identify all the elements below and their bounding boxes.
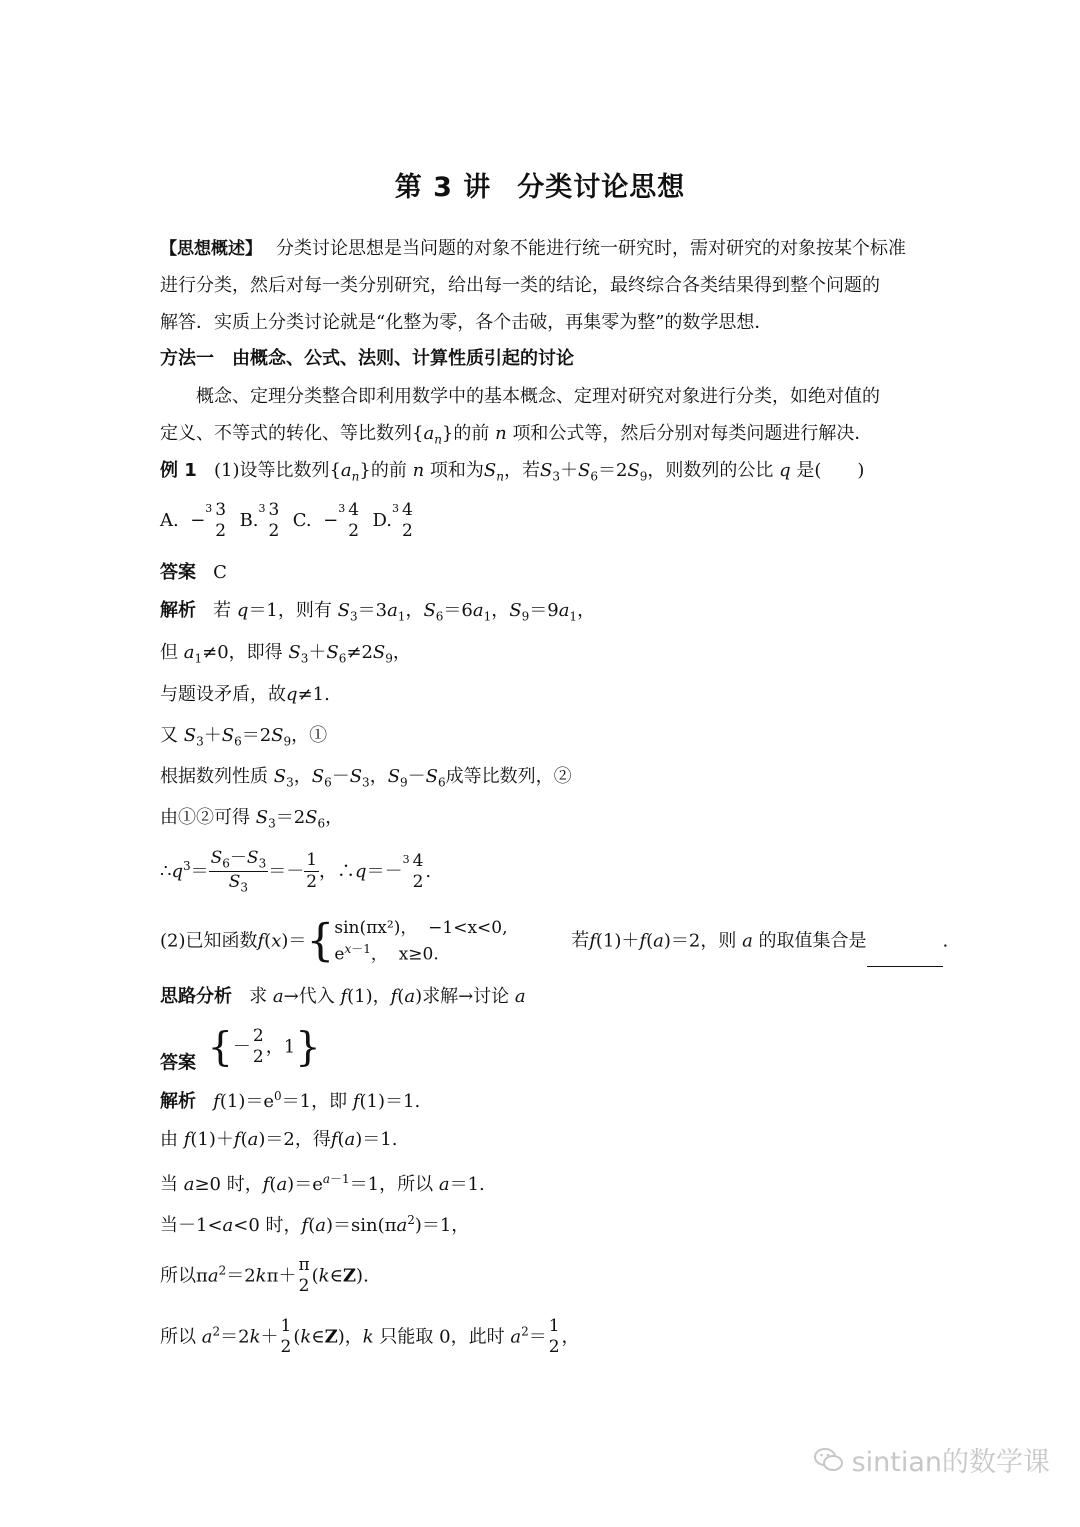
lecture-number: 第 3 讲 [394,172,492,203]
answer-value: C [213,562,227,583]
method1-heading: 方法一 由概念、公式、法则、计算性质引起的讨论 [160,348,574,369]
example2-answer: 答案 {－ 2 2 ，1} [160,1024,321,1074]
analysis2-line-2: 由 f(1)＋f(a)＝2，得f(a)＝1. [160,1129,398,1150]
method1-intro-1: 概念、定理分类整合即利用数学中的基本概念、定理对研究对象进行分类，如绝对值的 [196,386,880,407]
example2-question: (2)已知函数f(x)＝{sin(πx²)， −1<x<0, $e^{x-1}$， x≥0. 若f(1)＋f(a)＝2，则 a 的取值集合是 . [160,915,949,967]
answer-blank [867,948,943,967]
analysis2-line-6: 所以 $a^2=2k+$ 1 2 (k∈Z)，k 只能取 0，此时 $a^2=$ 1 2 ， [160,1316,580,1358]
analysis-line-5: 根据数列性质 $S_3$，$S_6-S_3$，$S_9-S_6$成等比数列，② [160,766,572,790]
overview-line-3: 解答．实质上分类讨论就是“化整为零，各个击破，再集零为整”的数学思想． [160,312,773,333]
watermark [814,1440,1050,1479]
option-d: D.$^3$ 4 2 [372,500,413,542]
example1-options [160,500,415,543]
analysis-line-6: 由①②可得 $S_3=2S_6$， [160,807,344,831]
analysis-line-7: $\therefore q^3=$ $\frac{S_6-S_3}{S_3}$ ＝－ $\frac{1}{2}$ ，∴q＝－$^3$ 4 2 . [160,848,432,895]
hint-line: 思路分析 求 a→代入 f(1)，f(a)求解→讨论 a [160,986,526,1007]
analysis-line-3: 与题设矛盾，故q≠1. [160,684,330,705]
overview-tag: 【思想概述】 [160,239,262,259]
analysis2-line-4: 当－1<a<0 时，$f(a)=\sin(\pi a^2)=1$， [160,1213,470,1236]
analysis2-line-5: 所以$\pi a^2=2k\pi+$ π 2 (k∈Z). [160,1255,369,1297]
analysis2-line-3: 当 a≥0 时，$f(a)=e^{a-1}=1$，所以 a＝1. [160,1172,485,1195]
watermark-text: sintian的数学课 [851,1447,1050,1478]
page-title [0,165,1080,204]
analysis-line-4: 又 $S_3+S_6=2S_9$，① [160,725,328,749]
option-a: A. −$^3$ 3 2 [160,500,227,542]
wechat-icon [814,1447,844,1473]
lecture-topic: 分类讨论思想 [517,172,686,203]
method1-intro-2: 定义、不等式的转化、等比数列$\{a_n\}$的前 n 项和公式等，然后分别对每类问题进行解决． [160,423,873,447]
overview-line-1: 【思想概述】 分类讨论思想是当问题的对象不能进行统一研究时，需对研究的对象按某个标准 [160,238,906,259]
example1-label: 例 1 [160,460,197,481]
example1-answer: 答案 C [160,562,227,583]
option-c: C. −$^3$ 4 2 [292,500,360,542]
analysis-line-2: 但 $a_1\ne 0$，即得 $S_3+S_6\ne 2S_9$， [160,642,411,666]
example1-question: 例 1 (1)设等比数列$\{a_n\}$的前 n 项和为$S_n$，若$S_3+S_6=2S_9$，则数列的公比 q 是( ) [160,460,865,484]
analysis2-line-1: 解析 $f(1)=e^0=1$，即 f(1)＝1. [160,1089,421,1112]
overview-line-2: 进行分类，然后对每一类分别研究，给出每一类的结论，最终综合各类结果得到整个问题的 [160,275,880,296]
analysis-line-1: 解析 若 q＝1，则有 $S_3=3a_1$，$S_6=6a_1$，$S_9=9a_1$， [160,600,596,624]
option-b: B.$^3$ 3 2 [239,500,280,542]
